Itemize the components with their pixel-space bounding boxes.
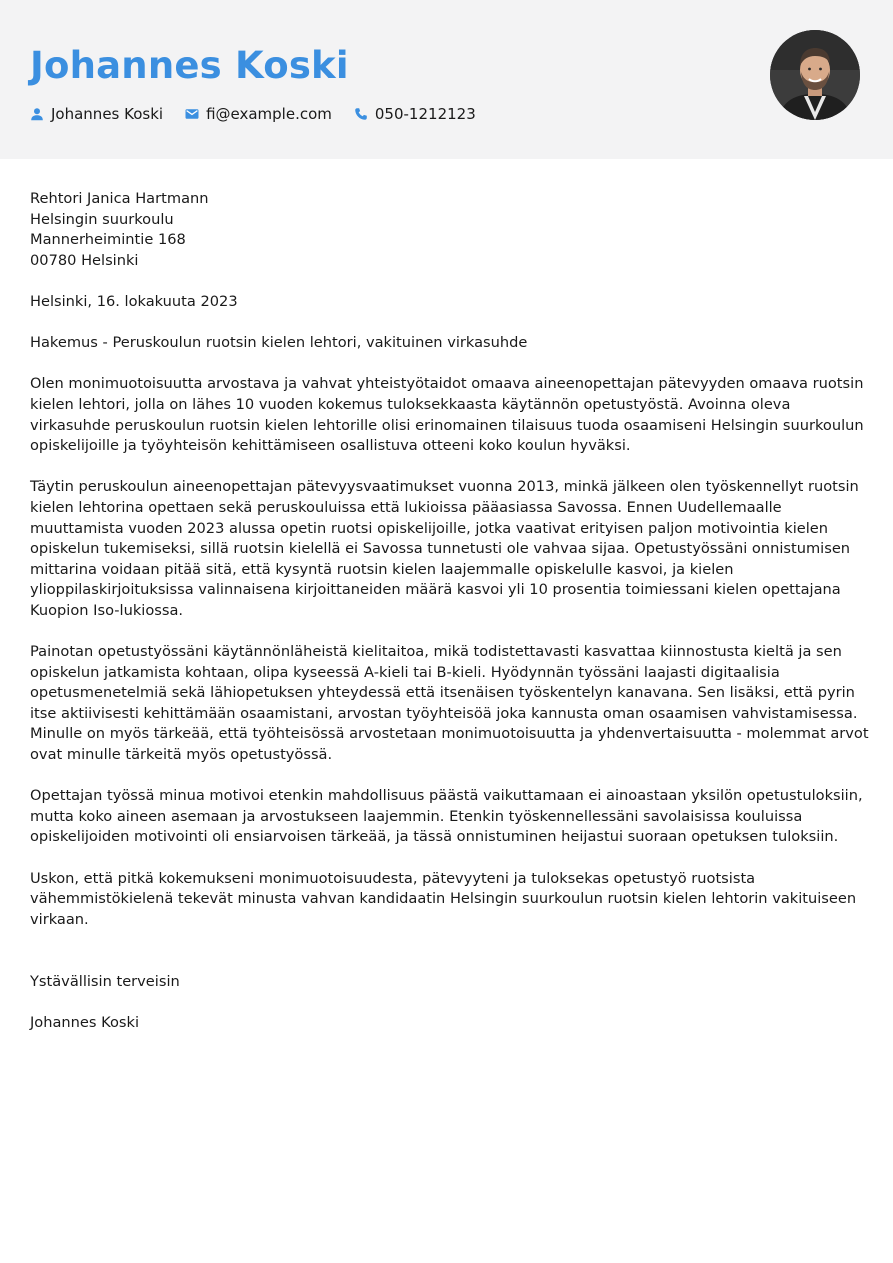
- recipient-line: Mannerheimintie 168: [30, 231, 186, 249]
- contact-email-text: fi@example.com: [206, 105, 332, 123]
- contact-phone-text: 050-1212123: [374, 105, 476, 123]
- contact-info: [30, 104, 498, 124]
- avatar: [770, 30, 860, 120]
- recipient-address: [30, 189, 870, 271]
- letter-body: [30, 189, 870, 1054]
- signature: Johannes Koski: [30, 1013, 140, 1031]
- recipient-line: 00780 Helsinki: [30, 251, 139, 269]
- subject-line: Hakemus - Peruskoulun ruotsin kielen lehtori, vakituinen virkasuhde: [30, 334, 528, 352]
- phone-icon: [354, 107, 368, 121]
- contact-name: [30, 105, 163, 123]
- contact-email: [185, 105, 332, 123]
- body-paragraph: Täytin peruskoulun aineenopettajan pätevyysvaatimukset vuonna 2013, minkä jälkeen olen työskennellyt ruotsin kielen lehtorina opettaen sekä peruskouluissa että lukioissa pääasiassa Savossa. Ennen Uudellemaalle muuttamista vuoden 2023 alussa opetin ruotsi opiskelijoille, jotka vaativat erityisen paljon motivointia kielen opiskelun tukemiseksi, sillä ruotsin kielellä ei Savossa tunnetusti ole vahvaa sijaa. Opetustyössäni onnistumisen mittarina voidaan pitää sitä, että kysyntä ruotsin kielen laajemmalle opiskelulle kasvoi, ja kielen ylioppilaskirjoituksissa valinnaisena kirjoittaneiden määrä kasvoi yli 10 prosentia toimiessani kielen opettajana Kuopion Iso-lukiossa.: [30, 478, 859, 619]
- body-paragraph: Olen monimuotoisuutta arvostava ja vahvat yhteistyötaidot omaava aineenopettajan pätevyyden omaava ruotsin kielen lehtori, jolla on lähes 10 vuoden kokemus tuloksekkaasta käytännön opetustyöstä. Avoinna oleva virkasuhde peruskoulun ruotsin kielen lehtorille olisi erinomainen tilaisuus tuoda osaamiseni Helsingin suurkoulun opiskelijoille ja työyhteisön kehittämiseen osallistuva otteeni koko koulun hyväksi.: [30, 375, 864, 455]
- header: [0, 0, 893, 159]
- body-paragraph: Painotan opetustyössäni käytännönläheistä kielitaitoa, mikä todistettavasti kasvattaa kiinnostusta kieltä ja sen opiskelun jatkamista kohtaan, olipa kyseessä A-kieli tai B-kieli. Hyödynnän työssäni laajasti digitaalisia opetusmenetelmiä sekä lähiopetuksen yhteydessä että itsenäisen työskentelyn kanavana. Sen lisäksi, että pyrin itse aktiivisesti kehittämään osaamistani, arvostan työyhteisöä joka kannusta oman osaamisen vahvistamisessa. Minulle on myös tärkeää, että työhteisössä arvostetaan monimuotoisuutta ja yhdenvertaisuutta - molemmat arvot ovat minulle tärkeitä myös opetustyössä.: [30, 643, 869, 764]
- body-paragraph: Uskon, että pitkä kokemukseni monimuotoisuudesta, pätevyyteni ja tuloksekas opetustyö ruotsista vähemmistökielenä tekevät minusta vahvan kandidaatin Helsingin suurkoulun ruotsin kielen lehtorin vakituiseen virkaan.: [30, 869, 857, 928]
- applicant-name: Johannes Koski: [30, 44, 349, 87]
- person-icon: [30, 107, 44, 121]
- body-paragraph: Opettajan työssä minua motivoi etenkin mahdollisuus päästä vaikuttamaan ei ainoastaan yksilön opetustuloksiin, mutta koko aineen asemaan ja arvostukseen laajemmin. Etenkin työskennellessäni savolaisissa kouluissa opiskelijoiden motivointi oli ensiarvoisen tärkeää, ja tässä onnistuminen heijastui suoraan opetuksen tuloksiin.: [30, 787, 863, 846]
- contact-phone: [354, 105, 476, 123]
- recipient-line: Helsingin suurkoulu: [30, 210, 174, 228]
- recipient-line: Rehtori Janica Hartmann: [30, 190, 209, 207]
- contact-name-text: Johannes Koski: [51, 105, 164, 123]
- mail-icon: [185, 107, 199, 121]
- date-line: Helsinki, 16. lokakuuta 2023: [30, 292, 238, 310]
- closing-line: Ystävällisin terveisin: [30, 972, 180, 990]
